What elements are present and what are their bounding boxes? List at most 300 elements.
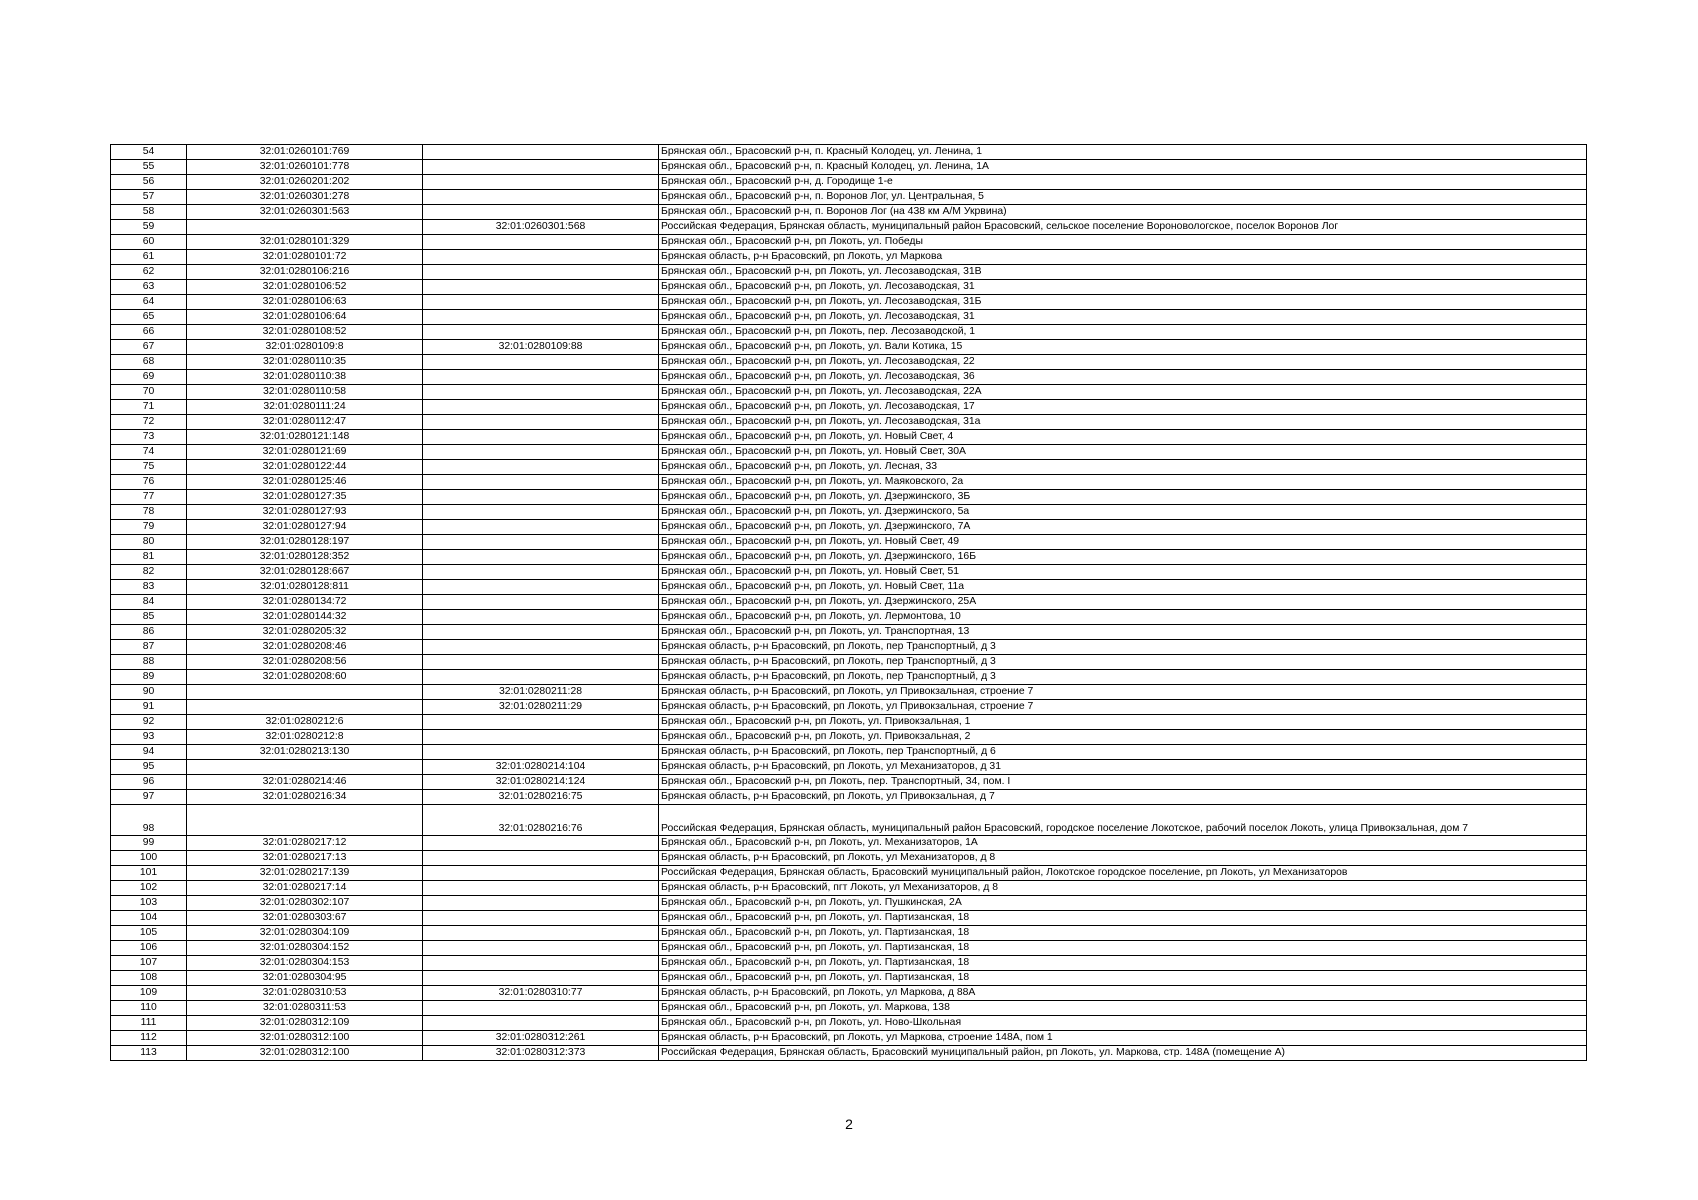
table-row: [111, 805, 1587, 836]
object-cadastral-number-cell: [423, 640, 659, 655]
table-row: [111, 475, 1587, 490]
address-cell: Брянская обл., Брасовский р-н, рп Локоть, ул. Ново-Школьная: [659, 1016, 1587, 1031]
table-row: [111, 265, 1587, 280]
row-number-cell: 96: [111, 775, 187, 790]
row-number-cell: 107: [111, 956, 187, 971]
row-number-cell: 113: [111, 1046, 187, 1061]
object-cadastral-number-cell: [423, 836, 659, 851]
land-cadastral-number-cell: 32:01:0280112:47: [187, 415, 423, 430]
table-row: [111, 370, 1587, 385]
row-number-cell: 100: [111, 851, 187, 866]
table-row: [111, 400, 1587, 415]
object-cadastral-number-cell: 32:01:0280214:124: [423, 775, 659, 790]
object-cadastral-number-cell: [423, 941, 659, 956]
object-cadastral-number-cell: [423, 971, 659, 986]
object-cadastral-number-cell: [423, 400, 659, 415]
row-number-cell: 91: [111, 700, 187, 715]
row-number-cell: 86: [111, 625, 187, 640]
table-row: [111, 145, 1587, 160]
address-cell: Брянская область, р-н Брасовский, рп Локоть, ул Привокзальная, д 7: [659, 790, 1587, 805]
address-cell: Брянская обл., Брасовский р-н, рп Локоть, ул. Партизанская, 18: [659, 956, 1587, 971]
address-cell: Брянская обл., Брасовский р-н, рп Локоть, ул. Партизанская, 18: [659, 911, 1587, 926]
row-number-cell: 77: [111, 490, 187, 505]
table-row: [111, 175, 1587, 190]
table-row: [111, 160, 1587, 175]
object-cadastral-number-cell: [423, 265, 659, 280]
address-cell: Брянская обл., Брасовский р-н, рп Локоть, ул. Дзержинского, 7А: [659, 520, 1587, 535]
table-row: [111, 670, 1587, 685]
table-row: [111, 971, 1587, 986]
table-row: [111, 535, 1587, 550]
land-cadastral-number-cell: 32:01:0260101:778: [187, 160, 423, 175]
object-cadastral-number-cell: 32:01:0260301:568: [423, 220, 659, 235]
row-number-cell: 55: [111, 160, 187, 175]
land-cadastral-number-cell: 32:01:0280106:63: [187, 295, 423, 310]
row-number-cell: 66: [111, 325, 187, 340]
object-cadastral-number-cell: [423, 580, 659, 595]
land-cadastral-number-cell: 32:01:0280217:14: [187, 881, 423, 896]
row-number-cell: 104: [111, 911, 187, 926]
object-cadastral-number-cell: [423, 205, 659, 220]
row-number-cell: 109: [111, 986, 187, 1001]
address-cell: Брянская обл., Брасовский р-н, рп Локоть, ул. Лесозаводская, 31: [659, 280, 1587, 295]
row-number-cell: 76: [111, 475, 187, 490]
address-cell: Брянская обл., Брасовский р-н, д. Городище 1-е: [659, 175, 1587, 190]
land-cadastral-number-cell: 32:01:0280128:811: [187, 580, 423, 595]
row-number-cell: 72: [111, 415, 187, 430]
address-cell: Брянская обл., Брасовский р-н, рп Локоть, ул. Дзержинского, 3Б: [659, 490, 1587, 505]
table-row: [111, 700, 1587, 715]
land-cadastral-number-cell: 32:01:0280217:139: [187, 866, 423, 881]
table-row: [111, 565, 1587, 580]
table-row: [111, 1001, 1587, 1016]
table-row: [111, 866, 1587, 881]
address-cell: Брянская обл., Брасовский р-н, рп Локоть, ул. Лесозаводская, 36: [659, 370, 1587, 385]
land-cadastral-number-cell: 32:01:0260301:563: [187, 205, 423, 220]
land-cadastral-number-cell: 32:01:0280304:109: [187, 926, 423, 941]
address-cell: Брянская обл., Брасовский р-н, рп Локоть, ул. Лесозаводская, 22: [659, 355, 1587, 370]
table-row: [111, 520, 1587, 535]
object-cadastral-number-cell: [423, 610, 659, 625]
object-cadastral-number-cell: 32:01:0280312:373: [423, 1046, 659, 1061]
table-row: [111, 610, 1587, 625]
address-cell: Брянская обл., Брасовский р-н, рп Локоть, ул. Лесная, 33: [659, 460, 1587, 475]
property-registry-table: [110, 144, 1587, 1061]
object-cadastral-number-cell: [423, 715, 659, 730]
land-cadastral-number-cell: 32:01:0280127:94: [187, 520, 423, 535]
land-cadastral-number-cell: 32:01:0280214:46: [187, 775, 423, 790]
object-cadastral-number-cell: [423, 175, 659, 190]
object-cadastral-number-cell: [423, 235, 659, 250]
address-cell: Брянская обл., Брасовский р-н, рп Локоть, ул. Дзержинского, 16Б: [659, 550, 1587, 565]
row-number-cell: 111: [111, 1016, 187, 1031]
row-number-cell: 60: [111, 235, 187, 250]
land-cadastral-number-cell: 32:01:0280101:72: [187, 250, 423, 265]
land-cadastral-number-cell: 32:01:0280304:152: [187, 941, 423, 956]
address-cell: Брянская область, р-н Брасовский, рп Локоть, ул Механизаторов, д 31: [659, 760, 1587, 775]
address-cell: Брянская обл., Брасовский р-н, рп Локоть, ул. Маяковского, 2а: [659, 475, 1587, 490]
table-row: [111, 385, 1587, 400]
land-cadastral-number-cell: 32:01:0280121:69: [187, 445, 423, 460]
object-cadastral-number-cell: [423, 460, 659, 475]
row-number-cell: 102: [111, 881, 187, 896]
row-number-cell: 105: [111, 926, 187, 941]
land-cadastral-number-cell: [187, 685, 423, 700]
row-number-cell: 101: [111, 866, 187, 881]
address-cell: Российская Федерация, Брянская область, Брасовский муниципальный район, Локотское городское поселение, рп Локоть, ул Механизаторов: [659, 866, 1587, 881]
row-number-cell: 92: [111, 715, 187, 730]
table-row: [111, 911, 1587, 926]
table-row: [111, 896, 1587, 911]
address-cell: Брянская обл., Брасовский р-н, рп Локоть, ул. Партизанская, 18: [659, 971, 1587, 986]
object-cadastral-number-cell: [423, 190, 659, 205]
table-row: [111, 1031, 1587, 1046]
address-cell: Брянская обл., Брасовский р-н, рп Локоть, ул. Новый Свет, 11а: [659, 580, 1587, 595]
table-row: [111, 1046, 1587, 1061]
row-number-cell: 74: [111, 445, 187, 460]
table-row: [111, 235, 1587, 250]
land-cadastral-number-cell: [187, 700, 423, 715]
land-cadastral-number-cell: [187, 805, 423, 836]
table-row: [111, 956, 1587, 971]
row-number-cell: 88: [111, 655, 187, 670]
row-number-cell: 112: [111, 1031, 187, 1046]
object-cadastral-number-cell: [423, 730, 659, 745]
land-cadastral-number-cell: 32:01:0280106:216: [187, 265, 423, 280]
table-row: [111, 836, 1587, 851]
row-number-cell: 90: [111, 685, 187, 700]
row-number-cell: 62: [111, 265, 187, 280]
land-cadastral-number-cell: 32:01:0280311:53: [187, 1001, 423, 1016]
land-cadastral-number-cell: 32:01:0280122:44: [187, 460, 423, 475]
document-sheet: [110, 144, 1586, 1061]
row-number-cell: 68: [111, 355, 187, 370]
address-cell: Брянская обл., Брасовский р-н, рп Локоть, ул. Новый Свет, 4: [659, 430, 1587, 445]
table-row: [111, 325, 1587, 340]
address-cell: Брянская обл., Брасовский р-н, рп Локоть, ул. Партизанская, 18: [659, 941, 1587, 956]
table-row: [111, 250, 1587, 265]
table-row: [111, 415, 1587, 430]
object-cadastral-number-cell: [423, 956, 659, 971]
object-cadastral-number-cell: [423, 1016, 659, 1031]
address-cell: Брянская область, р-н Брасовский, рп Локоть, ул Маркова, строение 148А, пом 1: [659, 1031, 1587, 1046]
table-row: [111, 760, 1587, 775]
land-cadastral-number-cell: 32:01:0280111:24: [187, 400, 423, 415]
land-cadastral-number-cell: 32:01:0280205:32: [187, 625, 423, 640]
object-cadastral-number-cell: [423, 445, 659, 460]
object-cadastral-number-cell: [423, 325, 659, 340]
land-cadastral-number-cell: 32:01:0280216:34: [187, 790, 423, 805]
land-cadastral-number-cell: 32:01:0280109:8: [187, 340, 423, 355]
object-cadastral-number-cell: [423, 745, 659, 760]
land-cadastral-number-cell: 32:01:0280312:100: [187, 1031, 423, 1046]
registry-body: [111, 145, 1587, 1061]
object-cadastral-number-cell: [423, 430, 659, 445]
row-number-cell: 57: [111, 190, 187, 205]
land-cadastral-number-cell: 32:01:0280127:93: [187, 505, 423, 520]
row-number-cell: 85: [111, 610, 187, 625]
address-cell: Брянская обл., Брасовский р-н, п. Красный Колодец, ул. Ленина, 1: [659, 145, 1587, 160]
table-row: [111, 775, 1587, 790]
address-cell: Брянская обл., Брасовский р-н, рп Локоть, ул. Дзержинского, 25А: [659, 595, 1587, 610]
row-number-cell: 59: [111, 220, 187, 235]
row-number-cell: 65: [111, 310, 187, 325]
row-number-cell: 58: [111, 205, 187, 220]
row-number-cell: 70: [111, 385, 187, 400]
row-number-cell: 87: [111, 640, 187, 655]
row-number-cell: 71: [111, 400, 187, 415]
address-cell: Брянская область, р-н Брасовский, пгт Локоть, ул Механизаторов, д 8: [659, 881, 1587, 896]
row-number-cell: 89: [111, 670, 187, 685]
object-cadastral-number-cell: [423, 655, 659, 670]
row-number-cell: 98: [111, 805, 187, 836]
land-cadastral-number-cell: 32:01:0280208:56: [187, 655, 423, 670]
land-cadastral-number-cell: 32:01:0280312:100: [187, 1046, 423, 1061]
land-cadastral-number-cell: 32:01:0280217:13: [187, 851, 423, 866]
row-number-cell: 80: [111, 535, 187, 550]
table-row: [111, 625, 1587, 640]
table-row: [111, 580, 1587, 595]
address-cell: Брянская обл., Брасовский р-н, рп Локоть, ул. Привокзальная, 2: [659, 730, 1587, 745]
row-number-cell: 54: [111, 145, 187, 160]
table-row: [111, 881, 1587, 896]
object-cadastral-number-cell: [423, 926, 659, 941]
land-cadastral-number-cell: 32:01:0280304:95: [187, 971, 423, 986]
object-cadastral-number-cell: [423, 490, 659, 505]
land-cadastral-number-cell: 32:01:0280208:60: [187, 670, 423, 685]
land-cadastral-number-cell: 32:01:0280121:148: [187, 430, 423, 445]
land-cadastral-number-cell: 32:01:0280212:8: [187, 730, 423, 745]
table-row: [111, 730, 1587, 745]
object-cadastral-number-cell: 32:01:0280310:77: [423, 986, 659, 1001]
table-row: [111, 460, 1587, 475]
address-cell: Брянская обл., Брасовский р-н, рп Локоть, пер. Лесозаводской, 1: [659, 325, 1587, 340]
address-cell: Брянская область, р-н Брасовский, рп Локоть, пер Транспортный, д 3: [659, 670, 1587, 685]
row-number-cell: 61: [111, 250, 187, 265]
land-cadastral-number-cell: [187, 760, 423, 775]
land-cadastral-number-cell: 32:01:0280212:6: [187, 715, 423, 730]
table-row: [111, 745, 1587, 760]
address-cell: Брянская область, р-н Брасовский, рп Локоть, пер Транспортный, д 3: [659, 640, 1587, 655]
object-cadastral-number-cell: [423, 355, 659, 370]
row-number-cell: 63: [111, 280, 187, 295]
object-cadastral-number-cell: [423, 475, 659, 490]
address-cell: Брянская область, р-н Брасовский, рп Локоть, ул Маркова: [659, 250, 1587, 265]
object-cadastral-number-cell: [423, 520, 659, 535]
land-cadastral-number-cell: 32:01:0260101:769: [187, 145, 423, 160]
land-cadastral-number-cell: 32:01:0280310:53: [187, 986, 423, 1001]
object-cadastral-number-cell: [423, 145, 659, 160]
object-cadastral-number-cell: [423, 505, 659, 520]
land-cadastral-number-cell: 32:01:0280110:38: [187, 370, 423, 385]
address-cell: Брянская обл., Брасовский р-н, п. Воронов Лог (на 438 км А/М Укрвина): [659, 205, 1587, 220]
land-cadastral-number-cell: 32:01:0280110:35: [187, 355, 423, 370]
address-cell: Брянская обл., Брасовский р-н, рп Локоть, ул. Лермонтова, 10: [659, 610, 1587, 625]
address-cell: Брянская область, р-н Брасовский, рп Локоть, пер Транспортный, д 3: [659, 655, 1587, 670]
table-row: [111, 190, 1587, 205]
object-cadastral-number-cell: [423, 1001, 659, 1016]
row-number-cell: 75: [111, 460, 187, 475]
row-number-cell: 99: [111, 836, 187, 851]
land-cadastral-number-cell: 32:01:0280208:46: [187, 640, 423, 655]
table-row: [111, 851, 1587, 866]
land-cadastral-number-cell: 32:01:0260201:202: [187, 175, 423, 190]
land-cadastral-number-cell: 32:01:0280312:109: [187, 1016, 423, 1031]
row-number-cell: 69: [111, 370, 187, 385]
address-cell: Брянская обл., Брасовский р-н, рп Локоть, ул. Лесозаводская, 31Б: [659, 295, 1587, 310]
address-cell: Брянская обл., Брасовский р-н, рп Локоть, ул. Победы: [659, 235, 1587, 250]
address-cell: Брянская обл., Брасовский р-н, рп Локоть, ул. Транспортная, 13: [659, 625, 1587, 640]
object-cadastral-number-cell: [423, 535, 659, 550]
land-cadastral-number-cell: 32:01:0280101:329: [187, 235, 423, 250]
address-cell: Брянская обл., Брасовский р-н, рп Локоть, ул. Пушкинская, 2А: [659, 896, 1587, 911]
table-row: [111, 505, 1587, 520]
object-cadastral-number-cell: [423, 625, 659, 640]
object-cadastral-number-cell: [423, 881, 659, 896]
row-number-cell: 97: [111, 790, 187, 805]
table-row: [111, 790, 1587, 805]
object-cadastral-number-cell: 32:01:0280312:261: [423, 1031, 659, 1046]
object-cadastral-number-cell: [423, 310, 659, 325]
row-number-cell: 95: [111, 760, 187, 775]
row-number-cell: 82: [111, 565, 187, 580]
row-number-cell: 110: [111, 1001, 187, 1016]
object-cadastral-number-cell: [423, 911, 659, 926]
table-row: [111, 1016, 1587, 1031]
object-cadastral-number-cell: 32:01:0280109:88: [423, 340, 659, 355]
address-cell: Брянская обл., Брасовский р-н, рп Локоть, ул. Привокзальная, 1: [659, 715, 1587, 730]
table-row: [111, 640, 1587, 655]
object-cadastral-number-cell: 32:01:0280216:75: [423, 790, 659, 805]
address-cell: Брянская область, р-н Брасовский, рп Локоть, пер Транспортный, д 6: [659, 745, 1587, 760]
object-cadastral-number-cell: [423, 370, 659, 385]
table-row: [111, 550, 1587, 565]
row-number-cell: 108: [111, 971, 187, 986]
land-cadastral-number-cell: 32:01:0280108:52: [187, 325, 423, 340]
address-cell: Российская Федерация, Брянская область, муниципальный район Брасовский, сельское поселение Вороновологское, поселок Воронов Лог: [659, 220, 1587, 235]
object-cadastral-number-cell: [423, 295, 659, 310]
land-cadastral-number-cell: 32:01:0280128:352: [187, 550, 423, 565]
address-cell: Брянская обл., Брасовский р-н, рп Локоть, ул. Новый Свет, 51: [659, 565, 1587, 580]
row-number-cell: 103: [111, 896, 187, 911]
address-cell: Российская Федерация, Брянская область, Брасовский муниципальный район, рп Локоть, ул. Маркова, стр. 148А (помещение А): [659, 1046, 1587, 1061]
land-cadastral-number-cell: 32:01:0280303:67: [187, 911, 423, 926]
object-cadastral-number-cell: [423, 565, 659, 580]
table-row: [111, 715, 1587, 730]
address-cell: Брянская обл., Брасовский р-н, рп Локоть, ул. Новый Свет, 30А: [659, 445, 1587, 460]
address-cell: Брянская область, р-н Брасовский, рп Локоть, ул Привокзальная, строение 7: [659, 700, 1587, 715]
row-number-cell: 78: [111, 505, 187, 520]
object-cadastral-number-cell: 32:01:0280216:76: [423, 805, 659, 836]
object-cadastral-number-cell: [423, 160, 659, 175]
land-cadastral-number-cell: 32:01:0280128:667: [187, 565, 423, 580]
land-cadastral-number-cell: 32:01:0280125:46: [187, 475, 423, 490]
object-cadastral-number-cell: [423, 896, 659, 911]
table-row: [111, 926, 1587, 941]
land-cadastral-number-cell: 32:01:0260301:278: [187, 190, 423, 205]
object-cadastral-number-cell: [423, 595, 659, 610]
land-cadastral-number-cell: 32:01:0280302:107: [187, 896, 423, 911]
land-cadastral-number-cell: 32:01:0280144:32: [187, 610, 423, 625]
land-cadastral-number-cell: 32:01:0280134:72: [187, 595, 423, 610]
row-number-cell: 81: [111, 550, 187, 565]
address-cell: Брянская обл., Брасовский р-н, рп Локоть, ул. Механизаторов, 1А: [659, 836, 1587, 851]
address-cell: Брянская область, р-н Брасовский, рп Локоть, ул Механизаторов, д 8: [659, 851, 1587, 866]
address-cell: Брянская область, р-н Брасовский, рп Локоть, ул Привокзальная, строение 7: [659, 685, 1587, 700]
land-cadastral-number-cell: [187, 220, 423, 235]
table-row: [111, 310, 1587, 325]
table-row: [111, 430, 1587, 445]
row-number-cell: 56: [111, 175, 187, 190]
land-cadastral-number-cell: 32:01:0280110:58: [187, 385, 423, 400]
table-row: [111, 295, 1587, 310]
table-row: [111, 941, 1587, 956]
object-cadastral-number-cell: 32:01:0280211:28: [423, 685, 659, 700]
address-cell: Брянская обл., Брасовский р-н, рп Локоть, ул. Партизанская, 18: [659, 926, 1587, 941]
table-row: [111, 595, 1587, 610]
address-cell: Брянская обл., Брасовский р-н, рп Локоть, ул. Новый Свет, 49: [659, 535, 1587, 550]
object-cadastral-number-cell: 32:01:0280214:104: [423, 760, 659, 775]
address-cell: Брянская обл., Брасовский р-н, рп Локоть, пер. Транспортный, 34, пом. I: [659, 775, 1587, 790]
table-row: [111, 355, 1587, 370]
address-cell: Брянская обл., Брасовский р-н, рп Локоть, ул. Лесозаводская, 22А: [659, 385, 1587, 400]
land-cadastral-number-cell: 32:01:0280106:52: [187, 280, 423, 295]
address-cell: Брянская обл., Брасовский р-н, п. Воронов Лог, ул. Центральная, 5: [659, 190, 1587, 205]
address-cell: Брянская обл., Брасовский р-н, рп Локоть, ул. Лесозаводская, 31а: [659, 415, 1587, 430]
page-number: 2: [845, 1116, 853, 1132]
object-cadastral-number-cell: [423, 280, 659, 295]
table-row: [111, 986, 1587, 1001]
table-row: [111, 655, 1587, 670]
table-row: [111, 685, 1587, 700]
object-cadastral-number-cell: [423, 866, 659, 881]
address-cell: Брянская обл., Брасовский р-н, рп Локоть, ул. Вали Котика, 15: [659, 340, 1587, 355]
land-cadastral-number-cell: 32:01:0280213:130: [187, 745, 423, 760]
address-cell: Брянская обл., Брасовский р-н, рп Локоть, ул. Дзержинского, 5а: [659, 505, 1587, 520]
row-number-cell: 73: [111, 430, 187, 445]
table-row: [111, 280, 1587, 295]
object-cadastral-number-cell: [423, 415, 659, 430]
table-row: [111, 205, 1587, 220]
object-cadastral-number-cell: [423, 851, 659, 866]
address-cell: Брянская обл., Брасовский р-н, п. Красный Колодец, ул. Ленина, 1А: [659, 160, 1587, 175]
table-row: [111, 445, 1587, 460]
row-number-cell: 93: [111, 730, 187, 745]
table-row: [111, 220, 1587, 235]
land-cadastral-number-cell: 32:01:0280128:197: [187, 535, 423, 550]
land-cadastral-number-cell: 32:01:0280127:35: [187, 490, 423, 505]
row-number-cell: 84: [111, 595, 187, 610]
row-number-cell: 79: [111, 520, 187, 535]
row-number-cell: 83: [111, 580, 187, 595]
address-cell: Брянская обл., Брасовский р-н, рп Локоть, ул. Маркова, 138: [659, 1001, 1587, 1016]
table-row: [111, 340, 1587, 355]
object-cadastral-number-cell: [423, 250, 659, 265]
row-number-cell: 94: [111, 745, 187, 760]
address-cell: Брянская область, р-н Брасовский, рп Локоть, ул Маркова, д 88А: [659, 986, 1587, 1001]
object-cadastral-number-cell: [423, 670, 659, 685]
row-number-cell: 64: [111, 295, 187, 310]
table-row: [111, 490, 1587, 505]
address-cell: Брянская обл., Брасовский р-н, рп Локоть, ул. Лесозаводская, 17: [659, 400, 1587, 415]
land-cadastral-number-cell: 32:01:0280217:12: [187, 836, 423, 851]
object-cadastral-number-cell: [423, 385, 659, 400]
object-cadastral-number-cell: 32:01:0280211:29: [423, 700, 659, 715]
land-cadastral-number-cell: 32:01:0280304:153: [187, 956, 423, 971]
address-cell: Российская Федерация, Брянская область, муниципальный район Брасовский, городское поселение Локотское, рабочий поселок Локоть, улица Привокзальная, дом 7: [659, 805, 1587, 836]
land-cadastral-number-cell: 32:01:0280106:64: [187, 310, 423, 325]
row-number-cell: 106: [111, 941, 187, 956]
